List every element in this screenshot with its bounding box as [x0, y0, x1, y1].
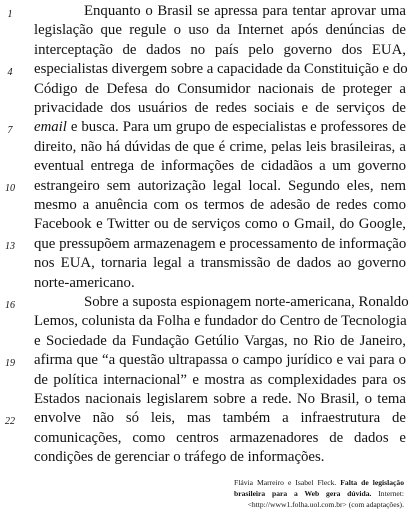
paragraph-line: especialistas divergem sobre a capacidade da Constituição e do [34, 61, 408, 77]
paragraph-line: Estados nacionais legislarem sobre a rede. No Brasil, o tema [34, 391, 406, 407]
line-number: 16 [5, 300, 15, 311]
paragraph-line: legislação que regule o uso da Internet após denúncias de [34, 22, 406, 38]
paragraph-line: Código de Defesa do Consumidor nacionais de proteger a [34, 81, 406, 97]
source-url: <http://www1.folha.uol.com.br> [247, 500, 347, 509]
source-citation-line [234, 488, 404, 499]
paragraph-line: Facebook e Twitter ou de serviços como o Gmail, do Google, [34, 216, 406, 232]
paragraph-line: afirma que “a questão ultrapassa o campo jurídico e vai para o [34, 352, 406, 368]
line-number: 19 [5, 358, 15, 369]
paragraph-line: de política internacional” e mostra as complexidades para os [34, 372, 406, 388]
paragraph-line: condições de gerenciar o tráfego de informações. [34, 449, 325, 465]
line-number: 4 [7, 67, 13, 78]
source-title: brasileira para a Web gera dúvida. [234, 489, 372, 498]
source-authors: Flávia Marreiro e Isabel Fleck. [234, 478, 337, 487]
line-number: 10 [5, 183, 15, 194]
paragraph-line: comunicações, como centros armazenadores de dados e [34, 430, 406, 446]
paragraph-line: que pressupõem armazenagem e processamento de informação [34, 236, 407, 252]
line-number: 13 [5, 241, 15, 252]
source-citation-line [234, 477, 404, 488]
paragraph-line: norte-americano. [34, 275, 135, 291]
paragraph-line: Lemos, colunista da Folha e fundador do Centro de Tecnologia [34, 313, 407, 329]
italic-email-word: email [34, 119, 67, 135]
line-number: 22 [5, 416, 15, 427]
paragraph-line: interceptação de dados no país pelo governo dos EUA, [34, 42, 406, 58]
line-number: 7 [7, 125, 13, 136]
paragraph-line: envolve não só leis, mas também a infraestrutura de [34, 410, 406, 426]
paragraph-line: Sobre a suposta espionagem norte-americana, Ronaldo [84, 294, 409, 310]
paragraph-line [34, 116, 406, 138]
line-number: 1 [7, 9, 13, 20]
paragraph-line: nos EUA, tornaria legal a transmissão de dados ao governo [34, 255, 406, 271]
source-note: (com adaptações). [348, 500, 404, 509]
paragraph-line: mesmo a anuência com os termos de adesão de redes como [34, 197, 406, 213]
paragraph-line: direito, não há dúvidas de que é crime, pelas leis brasileiras, a [34, 139, 406, 155]
paragraph-line: eventual entrega de informações de cidadãos a um governo [34, 158, 406, 174]
source-internet-label: Internet: [378, 489, 404, 498]
paragraph-line: privacidade dos usuários de redes sociais e de serviços de [34, 100, 406, 116]
paragraph-line: estrangeiro sem autorização legal local. Segundo eles, nem [34, 178, 406, 194]
paragraph-line: Enquanto o Brasil se apressa para tentar aprovar uma [84, 3, 406, 19]
source-citation-line [234, 499, 404, 510]
paragraph-line: e Sociedade da Fundação Getúlio Vargas, no Rio de Janeiro, [34, 333, 406, 349]
source-title: Falta de legislação [340, 478, 404, 487]
paragraph-line-text: e busca. Para um grupo de especialistas e professores de [70, 119, 406, 135]
